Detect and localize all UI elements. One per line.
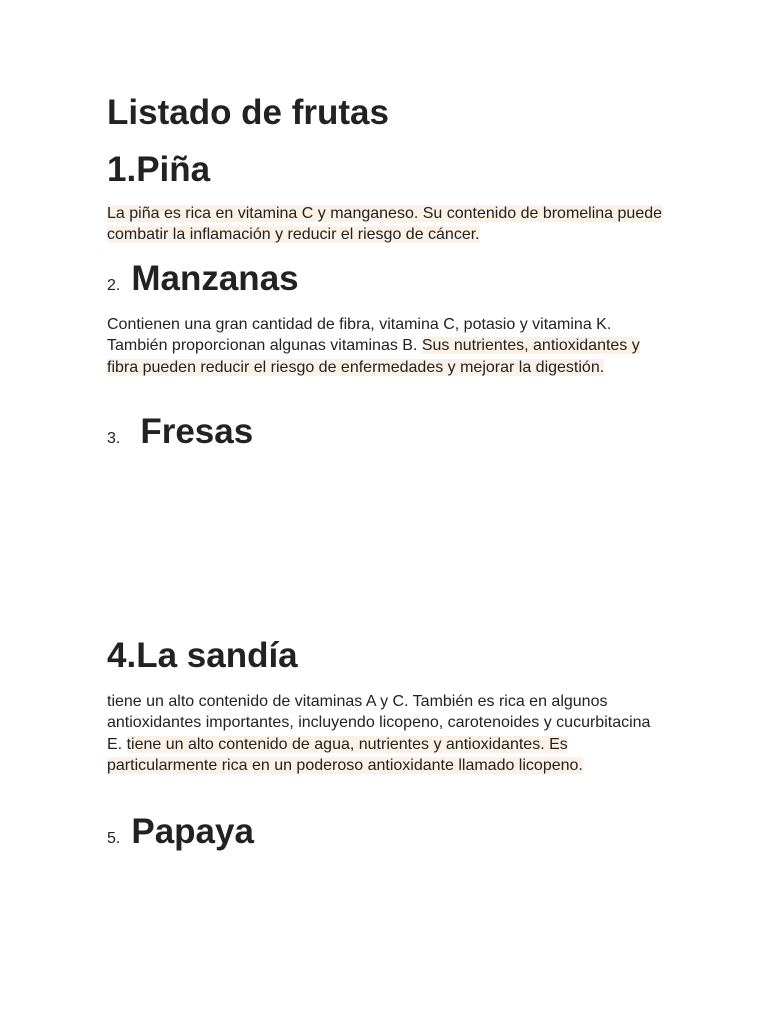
heading-sandia	[107, 635, 298, 681]
heading-number: 5.	[107, 830, 121, 847]
heading-title: Manzanas	[131, 259, 299, 298]
document-title: Listado de frutas	[107, 93, 389, 132]
paragraph-text: tiene un alto contenido de vitaminas A y C. También es rica en algunos antioxidantes importantes, incluyendo licopeno, carotenoides y cucurbitacina E.	[107, 693, 651, 753]
paragraph-sandia	[107, 691, 667, 777]
highlighted-text: tiene un alto contenido de agua, nutrientes y antioxidantes. Es particularmente rica en un poderoso antioxidante llamado licopeno.	[107, 735, 583, 775]
paragraph-manzanas	[107, 314, 667, 378]
heading-fresas	[107, 411, 253, 460]
heading-title: Fresas	[140, 412, 254, 451]
highlighted-text: Sus nutrientes, antioxidantes y fibra pueden reducir el riesgo de enfermedades y mejorar la digestión.	[107, 337, 640, 376]
heading-number: 3.	[107, 430, 121, 447]
heading-number: 4.	[107, 636, 137, 675]
highlighted-text: La piña es rica en vitamina C y manganeso. Su contenido de bromelina puede combatir la inflamación y reducir el riesgo de cáncer.	[107, 205, 663, 244]
heading-title: La sandía	[136, 636, 298, 675]
heading-title: Piña	[136, 150, 211, 189]
heading-manzanas	[107, 258, 299, 307]
paragraph-pina	[107, 203, 667, 246]
heading-number: 1.	[107, 150, 137, 189]
heading-papaya	[107, 811, 254, 860]
heading-pina	[107, 149, 210, 195]
heading-number: 2.	[107, 277, 121, 294]
paragraph-text: Contienen una gran cantidad de fibra, vitamina C, potasio y vitamina K. También proporcionan algunas vitaminas B.	[107, 316, 612, 355]
heading-title: Papaya	[131, 812, 254, 851]
